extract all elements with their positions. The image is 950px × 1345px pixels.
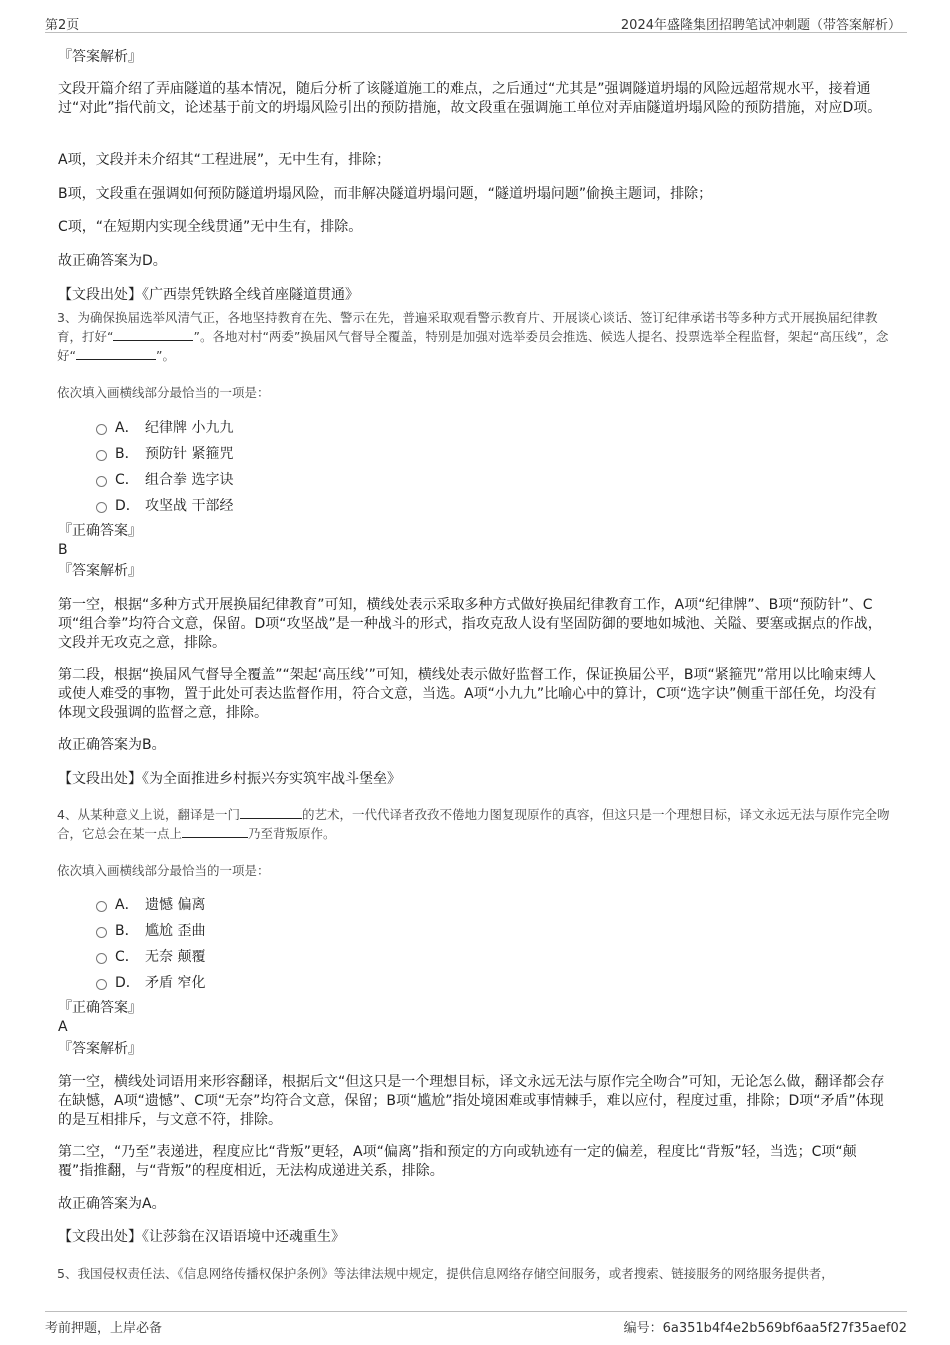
q3-source: 【文段出处】《为全面推进乡村振兴夯实筑牢战斗堡垒》 (58, 771, 401, 787)
q4-stem-part3: 乃至背叛原作。 (248, 826, 336, 841)
q3-stem (57, 308, 893, 365)
q3-blank-1 (113, 328, 193, 341)
code-value: 6a351b4f4e2b569bf6aa5f27f35aef02 (662, 1321, 907, 1336)
page-footer (45, 1311, 907, 1336)
q3-stem-part1: 3、为确保换届选举风清气正，各地坚持教育在先、警示在先，普遍采取观看警示教育片、开展谈心谈话、签订纪律承诺书等多种方式开展换届纪律教育，打好“ (57, 310, 878, 344)
q3-answer: B (58, 542, 68, 558)
q3-blank-2 (76, 347, 156, 360)
q4-source: 【文段出处】《让莎翁在汉语语境中还魂重生》 (58, 1229, 345, 1245)
q3-option-c[interactable]: C． 组合拳 选字诀 (96, 469, 233, 489)
q3-hint: 依次填入画横线部分最恰当的一项是： (57, 385, 270, 400)
q4-answer-label: 『正确答案』 (58, 1000, 142, 1016)
radio-icon[interactable] (96, 424, 107, 435)
q3-analysis-para2: 第二段，根据“换届风气督导全覆盖”“架起‘高压线’”可知，横线处表示做好监督工作，保证换届公平，B项“紧箍咒”常用以比喻束缚人或使人难受的事物，置于此处可表达监督作用，符合文意，当选。A项“小九九”比喻心中的算计，C项“选字诀”侧重干部任免，均没有体现文段强调的监督之意，排除。 (58, 667, 877, 721)
q3-option-a[interactable]: A． 纪律牌 小九九 (96, 417, 233, 437)
q4-conclusion: 故正确答案为A。 (58, 1196, 166, 1212)
radio-icon[interactable] (96, 927, 107, 938)
q3-option-d[interactable]: D． 攻坚战 干部经 (96, 495, 233, 515)
q3-stem-part2: ”。各地对村“两委”换届风气督导全覆盖，特别是加强对选举委员会推选、候选人提名、投票选举全程监督，架起“高压线”，念好“ (57, 329, 889, 363)
q3-stem-part3: ”。 (155, 348, 175, 363)
q4-answer: A (58, 1019, 68, 1035)
q4-option-a[interactable]: A． 遗憾 偏离 (96, 894, 205, 914)
page-header (45, 12, 907, 33)
radio-icon[interactable] (96, 979, 107, 990)
q2-analysis-para2: A项，文段并未介绍其“工程进展”，无中生有，排除； (58, 152, 391, 168)
q3-conclusion: 故正确答案为B。 (58, 737, 166, 753)
q3-option-b[interactable]: B． 预防针 紧箍咒 (96, 443, 233, 463)
document-title: 2024年盛隆集团招聘笔试冲刺题（带答案解析） (620, 18, 901, 33)
footer-slogan: 考前押题，上岸必备 (45, 1321, 163, 1336)
q4-stem-part2: 的艺术，一代代译者孜孜不倦地力图复现原作的真容，但这只是一个理想目标，译文永远无法与原作完全吻合，它总会在某一点上 (57, 807, 890, 841)
q2-analysis-para4: C项，“在短期内实现全线贯通”无中生有，排除。 (58, 219, 363, 235)
q2-source: 【文段出处】《广西崇凭铁路全线首座隧道贯通》 (58, 287, 359, 303)
document-code (624, 1317, 907, 1336)
q4-analysis-para2: 第二空，“乃至”表递进，程度应比“背叛”更轻，A项“偏离”指和预定的方向或轨迹有一定的偏差，程度比“背叛”轻，当选；C项“颠覆”指推翻，与“背叛”的程度相近，无法构成递进关系，排除。 (58, 1144, 857, 1179)
radio-icon[interactable] (96, 953, 107, 964)
radio-icon[interactable] (96, 901, 107, 912)
q3-analysis-para1: 第一空，根据“多种方式开展换届纪律教育”可知，横线处表示采取多种方式做好换届纪律教育工作，A项“纪律牌”、B项“预防针”、C项“组合拳”均符合文意，保留。D项“攻坚战”是一种战斗的形式，指攻克敌人设有坚固防御的要地如城池、关隘、要塞或据点的作战，文段并无攻克之意，排除。 (58, 597, 882, 651)
q4-option-d[interactable]: D． 矛盾 窄化 (96, 972, 205, 992)
q4-blank-1 (240, 806, 302, 819)
q2-analysis-para1: 文段开篇介绍了弄庙隧道的基本情况，随后分析了该隧道施工的难点，之后通过“尤其是”强调隧道坍塌的风险远超常规水平，接着通过“对此”指代前文，论述基于前文的坍塌风险引出的预防措施，故文段重在强调施工单位对弄庙隧道坍塌风险的预防措施，对应D项。 (58, 81, 882, 116)
radio-icon[interactable] (96, 502, 107, 513)
q4-analysis-para1: 第一空，横线处词语用来形容翻译，根据后文“但这只是一个理想目标，译文永远无法与原作完全吻合”可知，无论怎么做，翻译都会存在缺憾，A项“遗憾”、C项“无奈”均符合文意，保留；B项“尴尬”指处境困难或事情棘手，难以应付，程度过重，排除；D项“矛盾”体现的是互相排斥，与文意不符，排除。 (58, 1074, 885, 1128)
q4-stem-part1: 4、从某种意义上说，翻译是一门 (57, 807, 240, 822)
radio-icon[interactable] (96, 450, 107, 461)
code-label: 编号： (623, 1321, 663, 1336)
q4-option-b[interactable]: B． 尴尬 歪曲 (96, 920, 205, 940)
q4-blank-2 (182, 825, 248, 838)
q4-option-c[interactable]: C． 无奈 颠覆 (96, 946, 205, 966)
page-number: 第2页 (45, 18, 80, 33)
q4-stem (57, 805, 893, 843)
q2-analysis-label: 『答案解析』 (58, 49, 142, 65)
q3-analysis-label: 『答案解析』 (58, 563, 142, 579)
q4-hint: 依次填入画横线部分最恰当的一项是： (57, 863, 270, 878)
q2-conclusion: 故正确答案为D。 (58, 253, 167, 269)
q5-stem: 5、我国侵权责任法、《信息网络传播权保护条例》等法律法规中规定，提供信息网络存储空间服务，或者搜索、链接服务的网络服务提供者， (57, 1266, 834, 1281)
radio-icon[interactable] (96, 476, 107, 487)
q3-answer-label: 『正确答案』 (58, 523, 142, 539)
q4-analysis-label: 『答案解析』 (58, 1041, 142, 1057)
q2-analysis-para3: B项，文段重在强调如何预防隧道坍塌风险，而非解决隧道坍塌问题，“隧道坍塌问题”偷换主题词，排除； (58, 186, 713, 202)
